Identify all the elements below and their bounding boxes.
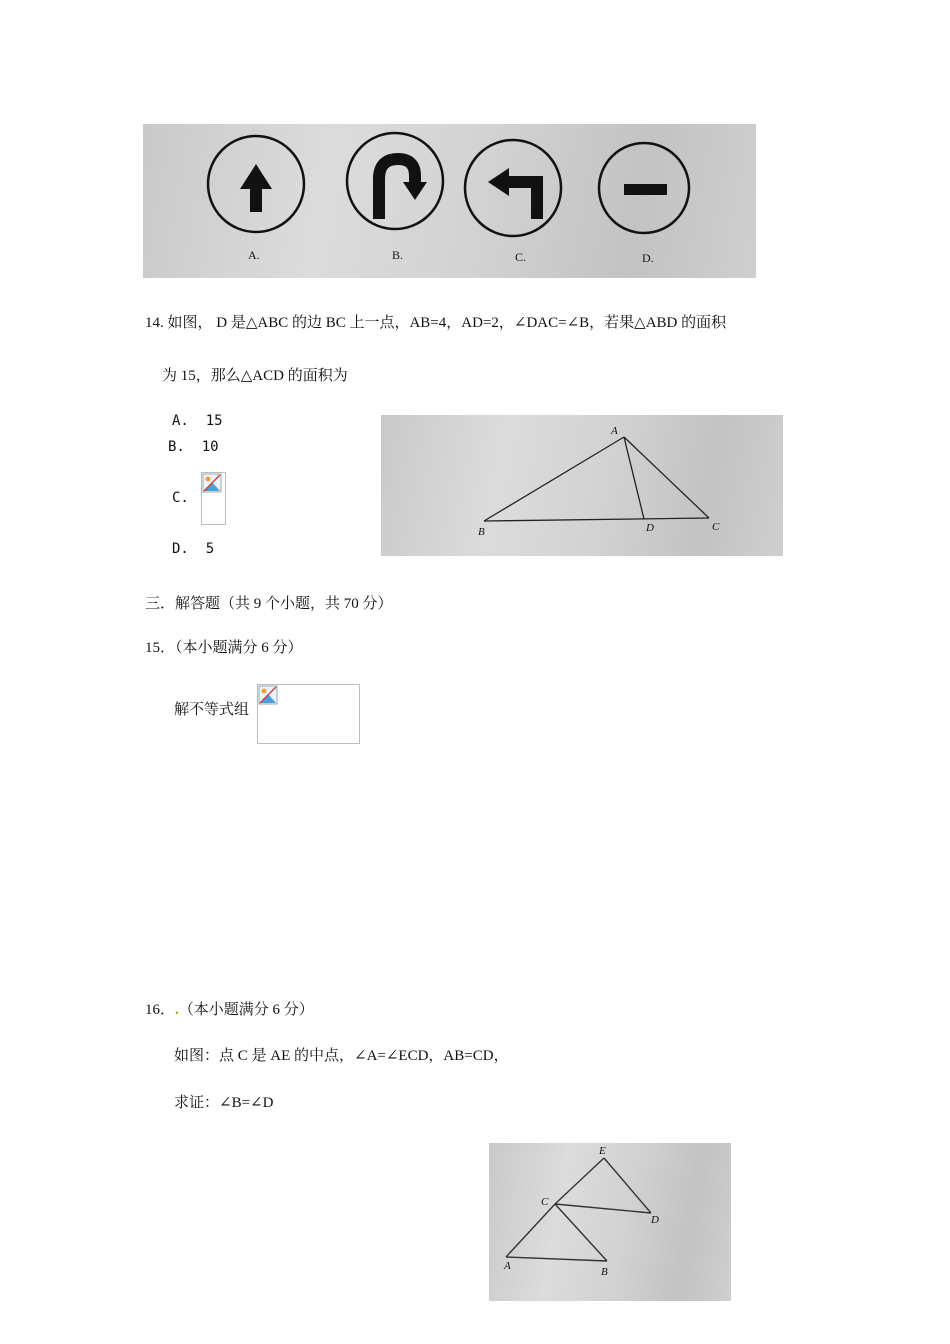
figure-label-a: A <box>611 425 618 437</box>
q16-dot: . <box>175 1002 179 1018</box>
q14-line2: 为 15，那么△ACD 的面积为 <box>162 368 348 384</box>
triangle-abc-figure <box>381 415 783 556</box>
figure-label-d: D <box>646 522 654 534</box>
two-triangles-figure <box>489 1143 731 1301</box>
q14-option-c: C. <box>172 490 189 506</box>
sign-label-c: C. <box>515 250 527 264</box>
q16-number: 16． <box>145 1002 176 1018</box>
q16-header <box>145 998 314 1019</box>
u-turn-arrow-icon <box>347 133 443 229</box>
figure-label-b: B <box>478 526 485 538</box>
sign-label-b: B. <box>392 248 404 262</box>
q14-line1: 14. 如图， D 是△ABC 的边 BC 上一点，AB=4，AD=2，∠DAC=∠B，若果△ABD 的面积 <box>145 315 727 331</box>
q16-header-rest: （本小题满分 6 分） <box>178 1002 314 1018</box>
no-entry-bar-icon <box>599 143 689 233</box>
sign-label-d: D. <box>642 251 654 265</box>
q14-option-a: A. 15 <box>172 413 223 429</box>
q14-option-d: D. 5 <box>172 541 215 557</box>
q15-header: 15．（本小题满分 6 分） <box>145 640 303 656</box>
q14-option-c-image <box>201 472 226 525</box>
figure-label-e: E <box>599 1145 606 1157</box>
broken-image-icon <box>202 473 222 493</box>
section3-heading: 三．解答题（共 9 个小题，共 70 分） <box>145 596 393 612</box>
figure-label-c: C <box>541 1196 549 1208</box>
traffic-signs-photo <box>143 124 756 278</box>
broken-image-icon <box>258 685 278 705</box>
figure-label-a: A <box>504 1260 511 1272</box>
figure-label-c: C <box>712 521 720 533</box>
q16-prove: 求证：∠B=∠D <box>174 1095 274 1111</box>
left-turn-arrow-icon <box>465 140 561 236</box>
q15-inequality-image <box>257 684 360 744</box>
sign-label-a: A. <box>248 248 260 262</box>
q14-option-b: B. 10 <box>168 439 219 455</box>
q16-given: 如图：点 C 是 AE 的中点，∠A=∠ECD，AB=CD， <box>174 1048 509 1064</box>
figure-label-b: B <box>601 1266 608 1278</box>
q15-prompt: 解不等式组 <box>174 702 250 718</box>
figure-label-d: D <box>651 1214 659 1226</box>
straight-arrow-icon <box>208 136 304 232</box>
